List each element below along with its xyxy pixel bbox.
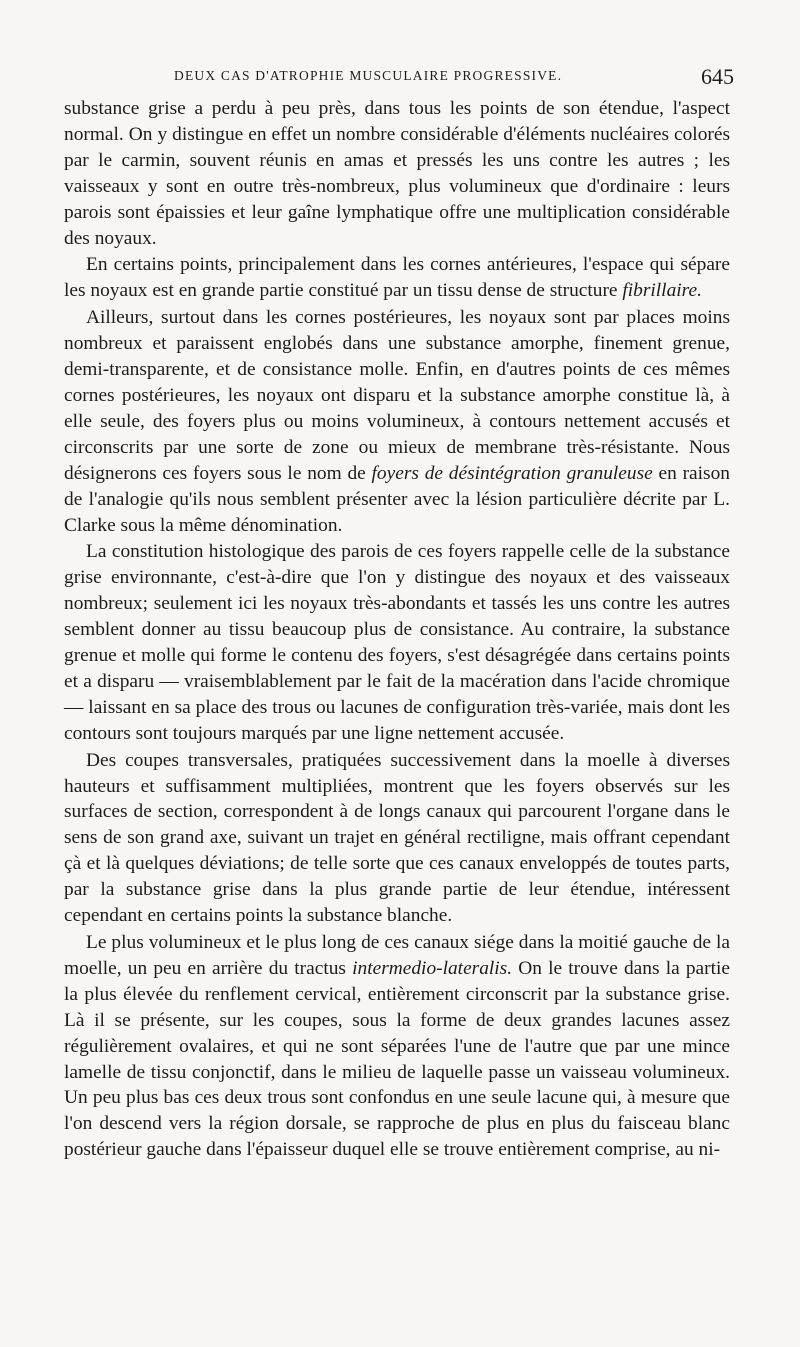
paragraph-5: Des coupes transversales, pratiquées successivement dans la moelle à diverses hauteurs et suffisamment multipliées, montrent que les foyers observés sur les surfaces de section, correspondent à de longs canaux qui parcourent l'organe dans le sens de son grand axe, suivant un trajet en général rectiligne, mais offrant cependant çà et là quelques déviations; de telle sorte que ces canaux enveloppés de toutes parts, par la substance grise dans la plus grande partie de leur étendue, intéressent cependant en certains points la substance blanche. — [64, 749, 730, 927]
paragraph-2 — [64, 252, 730, 304]
paragraph-2-italic: fibrillaire. — [622, 280, 702, 302]
page-header — [64, 62, 734, 92]
paragraph-6-text-a: Le plus volumineux et le plus long de ces canaux siége dans la moitié gauche de la moelle, un peu en arrière du tractus — [64, 932, 730, 979]
paragraph-2-text: En certains points, principalement dans les cornes antérieures, l'espace qui sépare les noyaux est en grande partie constitué par un tissu dense de structure — [64, 254, 730, 302]
paragraph-6-italic: intermedio-lateralis. — [352, 957, 513, 979]
paragraph-6 — [64, 930, 730, 1163]
paragraph-3 — [64, 305, 730, 538]
paragraph-4: La constitution histologique des parois de ces foyers rappelle celle de la substance grise environnante, c'est-à-dire que l'on y distingue des noyaux et des vaisseaux nombreux; seulement ici les noyaux très-abondants et tassés les uns contre les autres semblent donner au tissu beaucoup plus de consistance. Au contraire, la substance grenue et molle qui forme le contenu des foyers, s'est désagrégée dans certains points et a disparu — vraisemblablement par le fait de la macération dans l'acide chromique — laissant en sa place des trous ou lacunes de configuration très-variée, mais dont les contours sont toujours marqués par une ligne nettement accusée. — [64, 541, 730, 744]
paragraph-6-text-b: On le trouve dans la partie la plus élevée du renflement cervical, entièrement circonscrit par la substance grise. Là il se présente, sur les coupes, sous la forme de deux grandes lacunes assez régulièrement ovalaires, et qui ne sont séparées l'une de l'autre que par une mince lamelle de tissu conjonctif, dans le milieu de laquelle passe un vaisseau volumineux. Un peu plus bas ces deux trous sont confondus en une seule lacune qui, à mesure que l'on descend vers la région dorsale, se rapproche de plus en plus du faisceau blanc postérieur gauche dans l'épaisseur duquel elle se trouve entièrement comprise, au ni- — [64, 957, 730, 1161]
paragraph-3-text-a: Ailleurs, surtout dans les cornes postérieures, les noyaux sont par places moins nombreux et paraissent englobés dans une substance amorphe, finement grenue, demi-transparente, et de consistance molle. Enfin, en d'autres points de ces mêmes cornes postérieures, les noyaux ont disparu et la substance amorphe constitue là, à elle seule, des foyers plus ou moins volumineux, à contours nettement accusés et circonscrits par une sorte de zone ou mieux de membrane très-résistante. Nous désignerons ces foyers sous le nom de — [64, 307, 730, 484]
paragraph-3-italic: foyers de désintégration granuleuse — [371, 462, 653, 484]
paragraph-3-text-b: en raison de l'analogie qu'ils nous semblent présenter avec la lésion particulière décrite par L. Clarke sous la même dénomination. — [64, 462, 730, 536]
paragraph-1: substance grise a perdu à peu près, dans tous les points de son étendue, l'aspect normal. On y distingue en effet un nombre considérable d'éléments nucléaires colorés par le carmin, souvent réunis en amas et pressés les uns contre les autres ; les vaisseaux y sont en outre très-nombreux, plus volumineux que d'ordinaire : leurs parois sont épaissies et leur gaîne lymphatique offre une multiplication considérable des noyaux. — [64, 98, 730, 249]
page-number: 645 — [701, 64, 734, 89]
running-head: DEUX CAS D'ATROPHIE MUSCULAIRE PROGRESSIVE. — [174, 68, 563, 83]
